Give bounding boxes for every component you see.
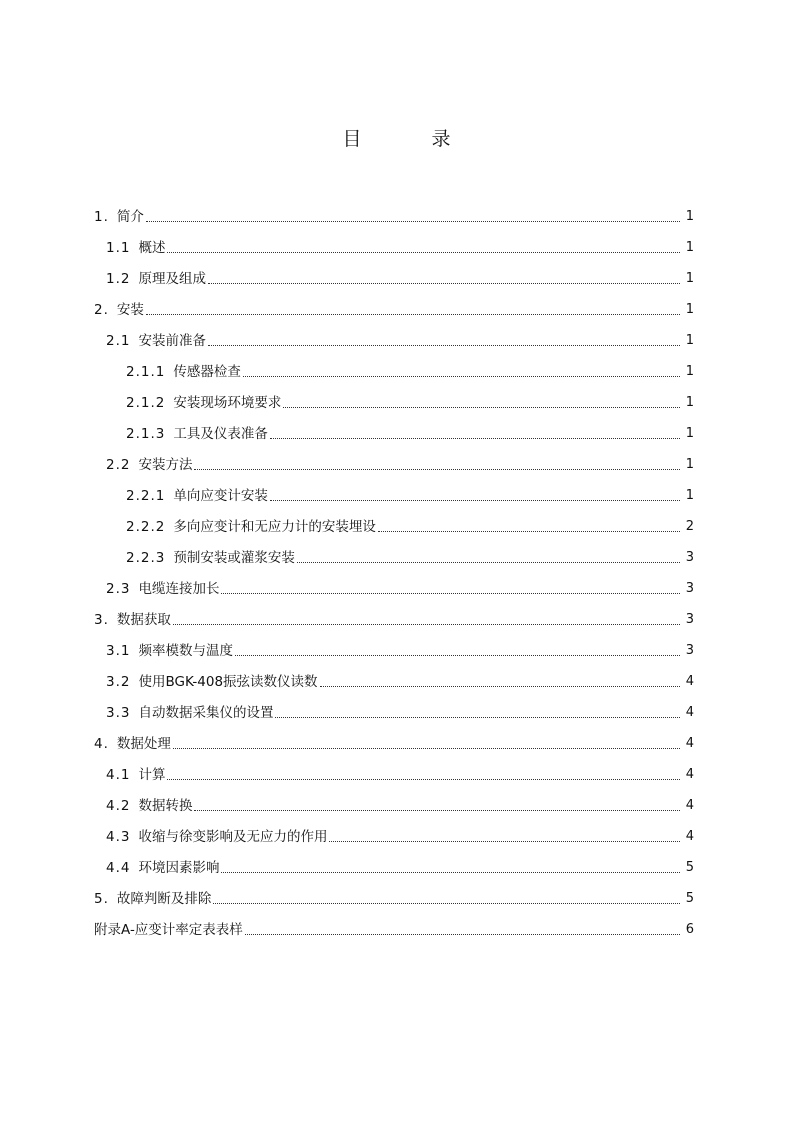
- toc-entry[interactable]: [94, 351, 694, 382]
- dot-leader: [167, 251, 680, 253]
- toc-entry-title: 安装前准备: [138, 333, 206, 349]
- dot-leader: [194, 468, 680, 470]
- toc-entry-title: 安装现场环境要求: [173, 395, 282, 411]
- toc-entry-title: 数据获取: [116, 612, 171, 628]
- toc-entry-label: [94, 734, 173, 754]
- toc-entry-label: [106, 796, 194, 816]
- toc-entry-label: [126, 362, 243, 382]
- toc-entry[interactable]: [94, 723, 694, 754]
- toc-entry-title: 简介: [116, 209, 144, 225]
- toc-entry[interactable]: [94, 630, 694, 661]
- dot-leader: [297, 561, 680, 563]
- toc-entry-label: [106, 703, 275, 723]
- toc-entry-label: [106, 331, 208, 351]
- toc-entry-number: 4.3: [106, 829, 131, 845]
- toc-entry-label: [94, 300, 146, 320]
- toc-entry-number: 2.2.3: [126, 550, 166, 566]
- toc-entry[interactable]: [94, 816, 694, 847]
- toc-entry-number: 1.1: [106, 240, 131, 256]
- toc-page-number: 1: [685, 457, 694, 472]
- toc-entry[interactable]: [94, 258, 694, 289]
- toc-entry-label: [126, 548, 297, 568]
- toc-entry-number: 2.1.1: [126, 364, 166, 380]
- toc-entry[interactable]: [94, 506, 694, 537]
- toc-entry-title: 安装: [116, 302, 144, 318]
- toc-entry[interactable]: [94, 568, 694, 599]
- toc-page-number: 2: [685, 519, 694, 534]
- toc-entry[interactable]: [94, 661, 694, 692]
- toc-entry-label: [106, 672, 320, 692]
- toc-entry-title: 使用BGK-408振弦读数仪读数: [138, 674, 318, 690]
- toc-entry-label: [126, 424, 270, 444]
- toc-entry-label: [126, 517, 378, 537]
- toc-page-number: 4: [685, 767, 694, 782]
- toc-entry-number: 3.2: [106, 674, 131, 690]
- toc-page-number: 5: [685, 860, 694, 875]
- dot-leader: [243, 375, 680, 377]
- toc-entry[interactable]: [94, 599, 694, 630]
- toc-entry-title: 原理及组成: [138, 271, 206, 287]
- dot-leader: [173, 747, 680, 749]
- toc-entry-number: 1.: [94, 209, 109, 225]
- toc-entry-title: 安装方法: [138, 457, 193, 473]
- toc-entry[interactable]: [94, 909, 694, 940]
- toc-entry-label: [94, 920, 245, 940]
- dot-leader: [283, 406, 680, 408]
- toc-entry-label: [94, 610, 173, 630]
- dot-leader: [235, 654, 680, 656]
- toc-entry-title: 工具及仪表准备: [173, 426, 268, 442]
- toc-entry-title: 电缆连接加长: [138, 581, 220, 597]
- toc-entry[interactable]: [94, 320, 694, 351]
- dot-leader: [213, 902, 680, 904]
- toc-entry-number: 1.2: [106, 271, 131, 287]
- toc-page-number: 4: [685, 674, 694, 689]
- toc-page-number: 1: [685, 488, 694, 503]
- toc-entry[interactable]: [94, 382, 694, 413]
- toc-entry[interactable]: [94, 878, 694, 909]
- toc-entry-label: [106, 238, 167, 258]
- dot-leader: [146, 313, 680, 315]
- toc-page-number: 3: [685, 581, 694, 596]
- toc-entry-title: 单向应变计安装: [173, 488, 268, 504]
- dot-leader: [329, 840, 680, 842]
- toc-entry[interactable]: [94, 537, 694, 568]
- dot-leader: [275, 716, 680, 718]
- toc-page-number: 1: [685, 302, 694, 317]
- toc-entry[interactable]: [94, 227, 694, 258]
- toc-entry-label: [106, 858, 221, 878]
- toc-entry-title: 计算: [138, 767, 166, 783]
- dot-leader: [167, 778, 680, 780]
- toc-page-number: 4: [685, 736, 694, 751]
- toc-page-number: 5: [685, 891, 694, 906]
- dot-leader: [173, 623, 680, 625]
- toc-entry-title: 概述: [138, 240, 166, 256]
- toc-entry-title: 频率模数与温度: [138, 643, 233, 659]
- toc-page-number: 3: [685, 612, 694, 627]
- toc-entry-label: [94, 889, 213, 909]
- toc-page-number: 1: [685, 333, 694, 348]
- toc-entry-number: 3.1: [106, 643, 131, 659]
- dot-leader: [221, 592, 680, 594]
- page-title: 目 录: [342, 128, 483, 150]
- toc-page-number: 4: [685, 705, 694, 720]
- toc-entry[interactable]: [94, 754, 694, 785]
- toc-entry-number: 2.1: [106, 333, 131, 349]
- toc-entry-title: 预制安装或灌浆安装: [173, 550, 295, 566]
- dot-leader: [270, 499, 680, 501]
- toc-entry-label: [106, 579, 221, 599]
- table-of-contents: [94, 196, 694, 940]
- dot-leader: [320, 685, 680, 687]
- toc-entry-number: 2.3: [106, 581, 131, 597]
- toc-entry-title: 故障判断及排除: [116, 891, 212, 907]
- toc-entry-title: 多向应变计和无应力计的安装埋设: [173, 519, 376, 535]
- dot-leader: [270, 437, 680, 439]
- toc-page-number: 1: [685, 209, 694, 224]
- toc-entry-label: [106, 269, 208, 289]
- toc-page-number: 3: [685, 643, 694, 658]
- toc-entry[interactable]: [94, 475, 694, 506]
- toc-page-number: 1: [685, 240, 694, 255]
- toc-entry-label: [126, 486, 270, 506]
- toc-page-number: 3: [685, 550, 694, 565]
- toc-page-number: 1: [685, 364, 694, 379]
- toc-entry-number: 2.2.1: [126, 488, 166, 504]
- toc-entry-label: [106, 827, 329, 847]
- toc-entry-number: 2.: [94, 302, 109, 318]
- toc-entry-title: 自动数据采集仪的设置: [138, 705, 274, 721]
- dot-leader: [208, 344, 680, 346]
- toc-entry-number: 4.: [94, 736, 109, 752]
- dot-leader: [378, 530, 680, 532]
- toc-entry-number: 2.1.2: [126, 395, 166, 411]
- dot-leader: [208, 282, 680, 284]
- toc-entry-number: 5.: [94, 891, 109, 907]
- toc-page-number: 6: [685, 922, 694, 937]
- toc-page-number: 1: [685, 395, 694, 410]
- toc-entry-label: [126, 393, 283, 413]
- toc-entry[interactable]: [94, 413, 694, 444]
- toc-entry-number: 3.3: [106, 705, 131, 721]
- toc-page-number: 4: [685, 798, 694, 813]
- toc-entry[interactable]: [94, 692, 694, 723]
- toc-entry[interactable]: [94, 785, 694, 816]
- toc-page-number: 1: [685, 426, 694, 441]
- toc-entry-number: 3.: [94, 612, 109, 628]
- dot-leader: [146, 220, 680, 222]
- toc-entry-label: [94, 207, 146, 227]
- toc-entry-number: 2.1.3: [126, 426, 166, 442]
- toc-entry-title: 环境因素影响: [138, 860, 220, 876]
- toc-entry[interactable]: [94, 196, 694, 227]
- toc-entry-number: 2.2: [106, 457, 131, 473]
- toc-entry[interactable]: [94, 847, 694, 878]
- toc-entry-label: [106, 641, 235, 661]
- toc-entry-label: [106, 765, 167, 785]
- toc-entry-number: 4.2: [106, 798, 131, 814]
- dot-leader: [194, 809, 680, 811]
- toc-entry-title: 附录A-应变计率定表表样: [94, 922, 243, 938]
- toc-entry[interactable]: [94, 444, 694, 475]
- toc-entry-label: [106, 455, 194, 475]
- dot-leader: [221, 871, 680, 873]
- toc-entry-number: 2.2.2: [126, 519, 166, 535]
- toc-entry-title: 数据处理: [116, 736, 171, 752]
- toc-page-number: 4: [685, 829, 694, 844]
- toc-entry-number: 4.4: [106, 860, 131, 876]
- toc-entry[interactable]: [94, 289, 694, 320]
- toc-entry-number: 4.1: [106, 767, 131, 783]
- dot-leader: [245, 933, 680, 935]
- toc-page-number: 1: [685, 271, 694, 286]
- toc-entry-title: 收缩与徐变影响及无应力的作用: [138, 829, 328, 845]
- toc-entry-title: 传感器检查: [173, 364, 241, 380]
- toc-entry-title: 数据转换: [138, 798, 193, 814]
